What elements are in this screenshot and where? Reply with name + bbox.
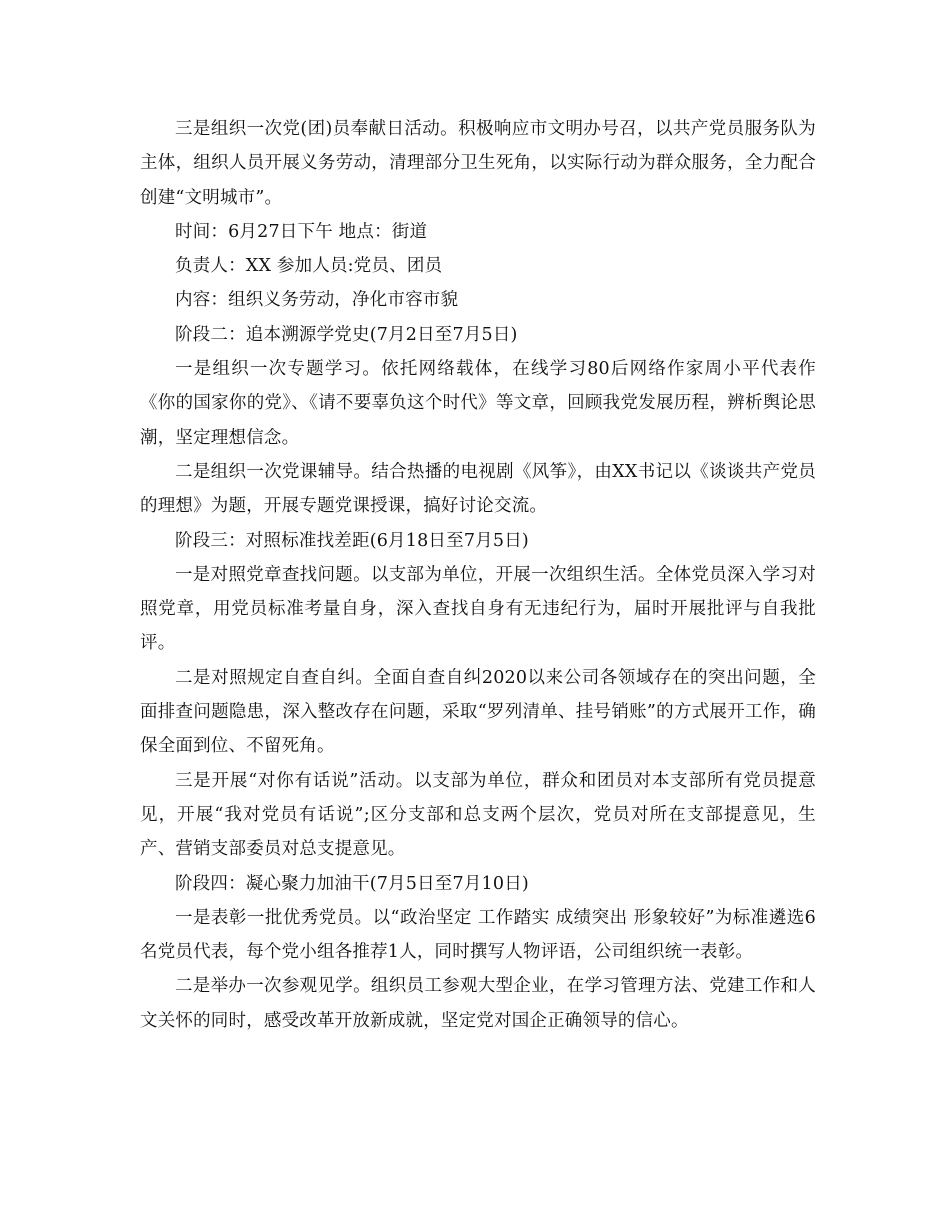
- paragraph-time-location: 时间：6月27日下午 地点：街道: [175, 221, 428, 242]
- paragraph-commendation: 一是表彰一批优秀党员。以“政治坚定 工作踏实 成绩突出 形象较好”为标准遴选6名党员代表，每个党小组各推荐1人，同时撰写人物评语，公司组织统一表彰。: [140, 907, 816, 963]
- paragraph-feedback-activity: 三是开展“对你有话说”活动。以支部为单位，群众和团员对本支部所有党员提意见，开展“我对党员有话说”;区分支部和总支两个层次，党员对所在支部提意见，生产、营销支部委员对总支提意见。: [140, 770, 816, 860]
- paragraph-self-inspection: 二是对照规定自查自纠。全面自查自纠2020以来公司各领域存在的突出问题，全面排查问题隐患，深入整改存在问题，采取“罗列清单、挂号销账”的方式展开工作，确保全面到位、不留死角。: [140, 667, 816, 757]
- paragraph-visit: 二是举办一次参观见学。组织员工参观大型企业，在学习管理方法、党建工作和人文关怀的同时，感受改革开放新成就，坚定党对国企正确领导的信心。: [140, 976, 816, 1031]
- stage-three-heading: 阶段三：对照标准找差距(6月18日至7月5日): [175, 530, 529, 551]
- document-body: [140, 112, 816, 1038]
- paragraph-content: 内容：组织义务劳动，净化市容市貌: [175, 290, 459, 311]
- paragraph-study: 一是组织一次专题学习。依托网络载体，在线学习80后网络作家周小平代表作《你的国家你的党》、《请不要辜负这个时代》等文章，回顾我党发展历程，辨析舆论思潮，坚定理想信念。: [140, 359, 816, 448]
- stage-four-heading: 阶段四：凝心聚力加油干(7月5日至7月10日): [175, 873, 529, 894]
- stage-two-heading: 阶段二：追本溯源学党史(7月2日至7月5日): [175, 324, 518, 345]
- paragraph-volunteer-day: 三是组织一次党(团)员奉献日活动。积极响应市文明办号召，以共产党员服务队为主体，组织人员开展义务劳动，清理部分卫生死角，以实际行动为群众服务，全力配合创建“文明城市”。: [140, 119, 816, 208]
- paragraph-responsible: 负责人：XX 参加人员:党员、团员: [175, 256, 443, 277]
- paragraph-party-lecture: 二是组织一次党课辅导。结合热播的电视剧《风筝》，由XX书记以《谈谈共产党员的理想》为题，开展专题党课授课，搞好讨论交流。: [140, 461, 816, 517]
- paragraph-charter-check: 一是对照党章查找问题。以支部为单位，开展一次组织生活。全体党员深入学习对照党章，用党员标准考量自身，深入查找自身有无违纪行为，届时开展批评与自我批评。: [140, 564, 816, 654]
